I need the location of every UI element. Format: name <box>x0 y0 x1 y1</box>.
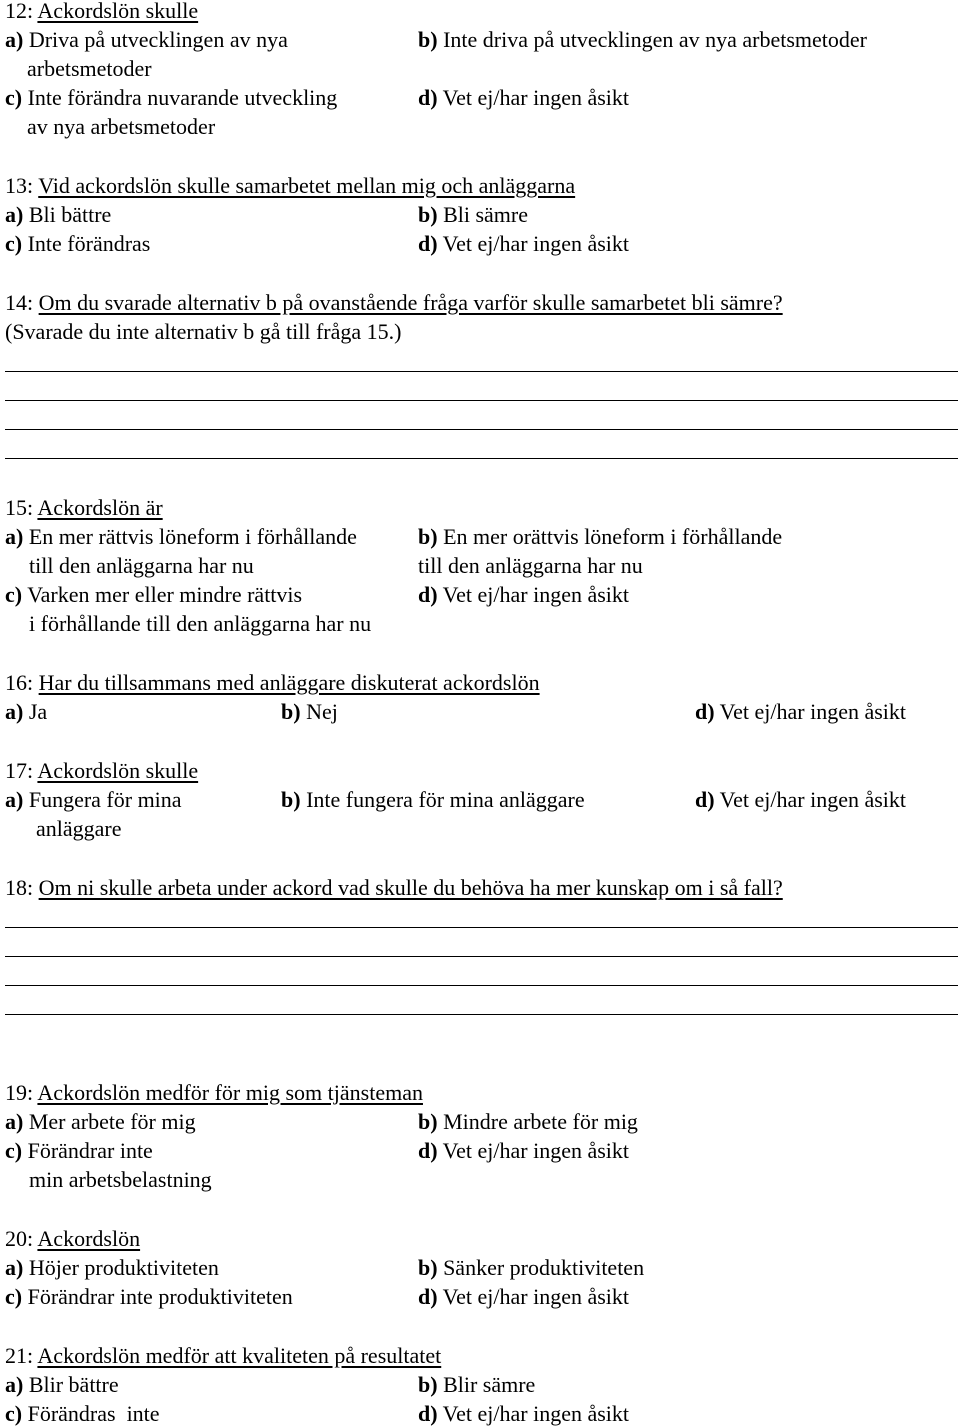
option-text: Vet ej/har ingen åsikt <box>719 787 907 812</box>
q16-option-d[interactable] <box>695 699 906 725</box>
q12-option-c-cont: av nya arbetsmetoder <box>27 114 216 139</box>
q18-answer-line-4[interactable] <box>5 1014 958 1015</box>
option-text: Vet ej/har ingen åsikt <box>442 582 630 607</box>
q19-option-b[interactable] <box>418 1109 638 1135</box>
q19-heading <box>5 1080 423 1106</box>
q19-title: Ackordslön medför för mig som tjänsteman <box>37 1080 423 1105</box>
q13-option-b[interactable] <box>418 202 528 228</box>
q14-answer-line-3[interactable] <box>5 429 958 430</box>
q18-answer-line-2[interactable] <box>5 956 958 957</box>
option-text: Ja <box>28 699 48 724</box>
option-key: a) <box>5 1372 24 1397</box>
option-key: a) <box>5 699 24 724</box>
q12-option-a[interactable] <box>5 27 288 53</box>
q14-answer-line-4[interactable] <box>5 458 958 459</box>
q20-option-b[interactable] <box>418 1255 644 1281</box>
option-key: b) <box>418 1372 438 1397</box>
option-key: d) <box>695 699 715 724</box>
option-key: a) <box>5 27 24 52</box>
q17-number: 17: <box>5 758 34 783</box>
option-key: b) <box>418 27 438 52</box>
option-text: Mer arbete för mig <box>28 1109 196 1134</box>
q19-number: 19: <box>5 1080 34 1105</box>
option-key: b) <box>418 1255 438 1280</box>
q17-option-a[interactable] <box>5 787 182 813</box>
option-text: En mer orättvis löneform i förhållande <box>443 524 783 549</box>
q21-number: 21: <box>5 1343 34 1368</box>
option-key: d) <box>418 1284 438 1309</box>
q18-answer-line-1[interactable] <box>5 927 958 928</box>
q17-option-d[interactable] <box>695 787 906 813</box>
q17-option-b[interactable] <box>281 787 585 813</box>
q21-option-c[interactable] <box>5 1401 160 1427</box>
option-key: a) <box>5 1255 24 1280</box>
q17-option-a-cont: anläggare <box>36 816 122 841</box>
q12-option-b[interactable] <box>418 27 867 53</box>
option-text: Förändrar inte <box>27 1138 153 1163</box>
option-key: d) <box>418 1138 438 1163</box>
q19-option-c[interactable] <box>5 1138 153 1164</box>
q15-number: 15: <box>5 495 34 520</box>
q16-option-a[interactable] <box>5 699 47 725</box>
q15-title: Ackordslön är <box>37 495 163 520</box>
option-text: Vet ej/har ingen åsikt <box>442 1138 630 1163</box>
q12-option-d[interactable] <box>418 85 629 111</box>
option-key: a) <box>5 787 24 812</box>
q15-option-a-cont: till den anläggarna har nu <box>29 553 254 578</box>
q15-heading <box>5 495 163 521</box>
q12-title: Ackordslön skulle <box>37 0 199 23</box>
option-key: d) <box>418 582 438 607</box>
q14-answer-line-2[interactable] <box>5 400 958 401</box>
option-key: d) <box>418 85 438 110</box>
option-text: En mer rättvis löneform i förhållande <box>28 524 357 549</box>
q15-option-b-cont: till den anläggarna har nu <box>418 553 643 578</box>
q14-answer-line-1[interactable] <box>5 371 958 372</box>
option-text: Blir sämre <box>443 1372 536 1397</box>
q16-number: 16: <box>5 670 34 695</box>
option-text: Sänker produktiviteten <box>443 1255 645 1280</box>
q21-option-b[interactable] <box>418 1372 535 1398</box>
option-key: b) <box>281 787 301 812</box>
option-text: Förändras inte <box>27 1401 160 1426</box>
q15-option-c[interactable] <box>5 582 302 608</box>
q16-heading <box>5 670 540 696</box>
q16-title: Har du tillsammans med anläggare diskuterat ackordslön <box>38 670 540 695</box>
q21-option-a[interactable] <box>5 1372 119 1398</box>
q15-option-c-cont: i förhållande till den anläggarna har nu <box>29 611 372 636</box>
option-key: b) <box>418 1109 438 1134</box>
q15-option-b[interactable] <box>418 524 782 550</box>
q14-title: Om du svarade alternativ b på ovanstående fråga varför skulle samarbetet bli sämre? <box>38 290 783 315</box>
q13-option-c[interactable] <box>5 231 150 257</box>
option-text: Inte driva på utvecklingen av nya arbetsmetoder <box>443 27 868 52</box>
q20-number: 20: <box>5 1226 34 1251</box>
q21-heading <box>5 1343 441 1369</box>
option-text: Vet ej/har ingen åsikt <box>719 699 907 724</box>
option-text: Blir bättre <box>28 1372 119 1397</box>
option-text: Fungera för mina <box>28 787 182 812</box>
option-text: Nej <box>306 699 338 724</box>
option-key: d) <box>418 231 438 256</box>
option-text: Inte förändra nuvarande utveckling <box>27 85 338 110</box>
q19-option-a[interactable] <box>5 1109 196 1135</box>
q15-option-a[interactable] <box>5 524 357 550</box>
option-key: d) <box>418 1401 438 1426</box>
option-text: Vet ej/har ingen åsikt <box>442 1401 630 1426</box>
option-text: Förändrar inte produktiviteten <box>27 1284 293 1309</box>
q20-option-a[interactable] <box>5 1255 219 1281</box>
q21-option-d[interactable] <box>418 1401 629 1427</box>
option-text: Höjer produktiviteten <box>28 1255 219 1280</box>
option-key: c) <box>5 582 23 607</box>
option-key: b) <box>281 699 301 724</box>
q13-option-a[interactable] <box>5 202 111 228</box>
q14-heading <box>5 290 783 316</box>
option-key: b) <box>418 202 438 227</box>
option-key: c) <box>5 1284 23 1309</box>
q20-option-c[interactable] <box>5 1284 293 1310</box>
option-key: c) <box>5 85 23 110</box>
q17-heading <box>5 758 198 784</box>
option-key: c) <box>5 1138 23 1163</box>
q16-option-b[interactable] <box>281 699 338 725</box>
option-key: d) <box>695 787 715 812</box>
option-text: Inte förändras <box>27 231 151 256</box>
q13-heading <box>5 173 575 199</box>
q12-option-c[interactable] <box>5 85 337 111</box>
q13-number: 13: <box>5 173 34 198</box>
q15-option-d[interactable] <box>418 582 629 608</box>
q17-title: Ackordslön skulle <box>37 758 199 783</box>
option-text: Vet ej/har ingen åsikt <box>442 85 630 110</box>
q18-answer-line-3[interactable] <box>5 985 958 986</box>
q20-title: Ackordslön <box>37 1226 141 1251</box>
q14-note: (Svarade du inte alternativ b gå till fråga 15.) <box>5 319 402 344</box>
q21-title: Ackordslön medför att kvaliteten på resultatet <box>37 1343 442 1368</box>
option-key: a) <box>5 1109 24 1134</box>
q12-option-a-cont: arbetsmetoder <box>27 56 152 81</box>
q18-title: Om ni skulle arbeta under ackord vad skulle du behöva ha mer kunskap om i så fall? <box>38 875 783 900</box>
q14-number: 14: <box>5 290 34 315</box>
option-text: Bli bättre <box>28 202 112 227</box>
option-text: Inte fungera för mina anläggare <box>306 787 585 812</box>
q12-number: 12: <box>5 0 34 23</box>
option-text: Vet ej/har ingen åsikt <box>442 1284 630 1309</box>
option-text: Varken mer eller mindre rättvis <box>27 582 303 607</box>
option-text: Driva på utvecklingen av nya <box>28 27 288 52</box>
q12-heading <box>5 0 198 24</box>
q19-option-c-cont: min arbetsbelastning <box>29 1167 212 1192</box>
option-key: a) <box>5 202 24 227</box>
q18-number: 18: <box>5 875 34 900</box>
q20-option-d[interactable] <box>418 1284 629 1310</box>
option-key: a) <box>5 524 24 549</box>
q20-heading <box>5 1226 140 1252</box>
q13-option-d[interactable] <box>418 231 629 257</box>
q19-option-d[interactable] <box>418 1138 629 1164</box>
option-text: Mindre arbete för mig <box>443 1109 638 1134</box>
option-key: c) <box>5 231 23 256</box>
option-key: c) <box>5 1401 23 1426</box>
option-text: Vet ej/har ingen åsikt <box>442 231 630 256</box>
option-text: Bli sämre <box>443 202 528 227</box>
option-key: b) <box>418 524 438 549</box>
q13-title: Vid ackordslön skulle samarbetet mellan mig och anläggarna <box>38 173 576 198</box>
q18-heading <box>5 875 783 901</box>
